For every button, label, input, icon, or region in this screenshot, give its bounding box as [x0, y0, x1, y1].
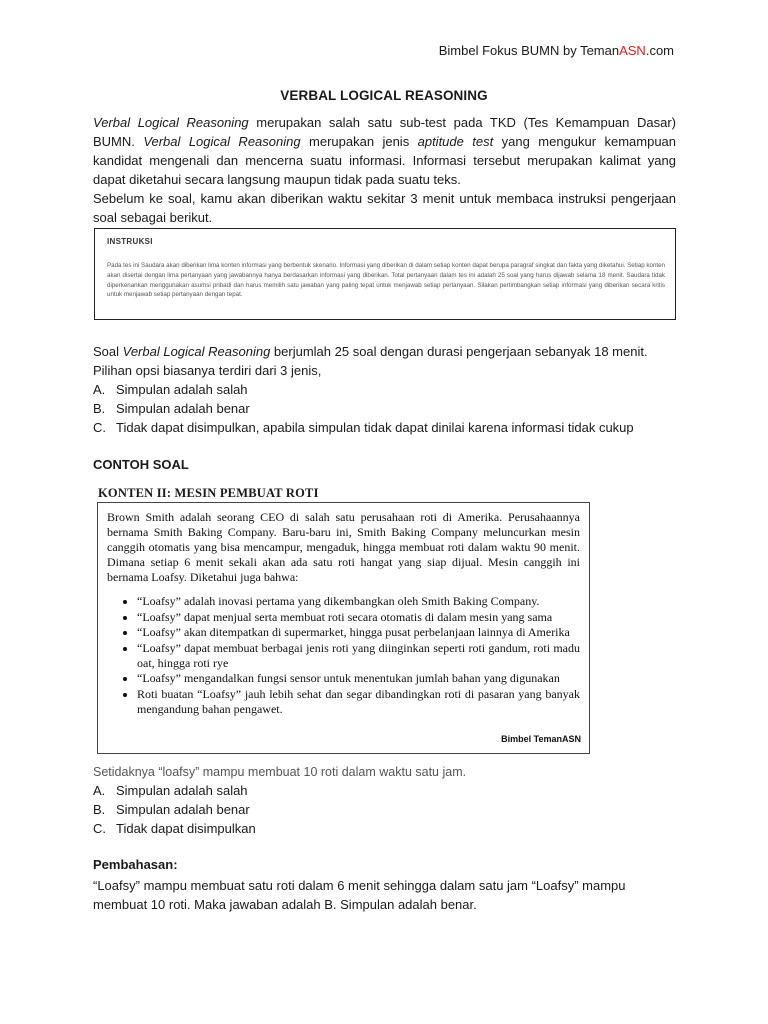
list-item: [93, 781, 256, 800]
intro-text-3: yang mengukur kemampuan kandidat mengenali dan mencerna suatu informasi. Informasi tersebut merupakan kalimat yang dapat diketahui secara langsung maupun tidak pada suatu teks.: [93, 134, 677, 187]
question-text: Setidaknya “loafsy” mampu membuat 10 roti dalam waktu satu jam.: [93, 765, 467, 779]
konten-bullet-list: [107, 594, 580, 717]
list-item: • “Loafsy” dapat menjual serta membuat roti secara otomatis di dalam mesin yang sama: [137, 610, 580, 625]
option-label: C.: [93, 821, 106, 836]
intro-text-2: merupakan jenis: [300, 134, 418, 149]
option-text: Simpulan adalah benar: [116, 802, 250, 817]
option-list-question: [93, 781, 256, 838]
contoh-soal-heading: CONTOH SOAL: [93, 457, 189, 472]
option-text: Tidak dapat disimpulkan: [116, 821, 256, 836]
option-list-general: [93, 380, 634, 437]
instruction-text: Pada tes ini Saudara akan diberikan lima konten informasi yang berbentuk skenario. Informasi yang diberikan di dalam setiap konten dapat berupa paragraf singkat dan fakta yang diketahui. Setiap konten akan disertai dengan lima pertanyaan yang jawabannya hanya berdasarkan informasi yang diberikan. Total pertanyaan dalam tes ini adalah 25 soal yang harus dijawab selama 18 menit. Saudara tidak diperkenankan menggunakan asumsi pribadi dan harus memilih satu jawaban yang paling tepat untuk menjawab setiap pertanyaan. Silakan pertimbangkan setiap informasi yang diberikan secara kritis untuk menjawab setiap pertanyaan dengan tepat.: [107, 262, 665, 299]
list-item: [93, 399, 634, 418]
soal-info-text-3: Pilihan opsi biasanya terdiri dari 3 jenis,: [93, 363, 322, 378]
option-text: Tidak dapat disimpulkan, apabila simpulan tidak dapat dinilai karena informasi tidak cukup: [116, 420, 634, 435]
option-text: Simpulan adalah benar: [116, 401, 250, 416]
konten-title: KONTEN II: MESIN PEMBUAT ROTI: [98, 486, 319, 500]
pembahasan-heading: Pembahasan:: [93, 857, 178, 872]
list-item: • Roti buatan “Loafsy” jauh lebih sehat dan segar dibandingkan roti di pasaran yang banyak mengandung bahan pengawet.: [137, 687, 580, 717]
instruction-box: [94, 228, 676, 320]
option-text: Simpulan adalah salah: [116, 382, 248, 397]
option-label: A.: [93, 382, 106, 397]
option-label: A.: [93, 783, 106, 798]
list-item: [93, 418, 634, 437]
instruction-title: INSTRUKSI: [107, 237, 153, 246]
list-item: • “Loafsy” dapat membuat berbagai jenis roti yang diinginkan seperti roti gandum, roti madu oat, hingga roti rye: [137, 641, 580, 671]
watermark: Bimbel TemanASN: [501, 734, 581, 744]
pembahasan-text: “Loafsy” mampu membuat satu roti dalam 6 menit sehingga dalam satu jam “Loafsy” mampu membuat 10 roti. Maka jawaban adalah B. Simpulan adalah benar.: [93, 878, 626, 912]
page-header: [439, 43, 674, 58]
list-item: [93, 380, 634, 399]
header-prefix: Bimbel Fokus BUMN by Teman: [438, 43, 620, 58]
list-item: • “Loafsy” adalah inovasi pertama yang dikembangkan oleh Smith Baking Company.: [137, 594, 580, 609]
soal-info: [93, 342, 676, 380]
header-asn: ASN: [619, 43, 646, 58]
intro-italic-3: aptitude test: [417, 134, 494, 149]
konten-box: [97, 502, 590, 754]
page-title: VERBAL LOGICAL REASONING: [280, 88, 488, 103]
soal-info-italic: Verbal Logical Reasoning: [122, 344, 271, 359]
option-label: B.: [93, 401, 106, 416]
soal-info-text-2: berjumlah 25 soal dengan durasi pengerjaan sebanyak 18 menit.: [270, 344, 648, 359]
option-label: C.: [93, 420, 106, 435]
intro-paragraph-1: [93, 113, 676, 189]
option-text: Simpulan adalah salah: [116, 783, 248, 798]
list-item: [93, 819, 256, 838]
list-item: • “Loafsy” mengandalkan fungsi sensor untuk menentukan jumlah bahan yang digunakan: [137, 671, 580, 686]
list-item: • “Loafsy” akan ditempatkan di supermarket, hingga pusat perbelanjaan lainnya di Amerika: [137, 625, 580, 640]
intro-italic-1: Verbal Logical Reasoning: [93, 115, 249, 130]
intro-paragraph-2: Sebelum ke soal, kamu akan diberikan waktu sekitar 3 menit untuk membaca instruksi pengerjaan soal sebagai berikut.: [93, 191, 676, 225]
list-item: [93, 800, 256, 819]
header-suffix: .com: [645, 43, 674, 58]
konten-intro: Brown Smith adalah seorang CEO di salah satu perusahaan roti di Amerika. Perusahaannya bernama Smith Baking Company. Baru-baru ini, Smith Baking Company meluncurkan mesin canggih otomatis yang bisa mencampur, mengaduk, hingga membuat roti dalam waktu 90 menit. Dimana setiap 6 menit sekali akan ada satu roti hangat yang siap dijual. Mesin canggih ini bernama Loafsy. Diketahui juga bahwa:: [107, 510, 580, 584]
option-label: B.: [93, 802, 106, 817]
intro-text-1: merupakan salah satu sub-test pada TKD (Tes Kemampuan Dasar) BUMN.: [93, 115, 677, 149]
soal-info-text-1: Soal: [93, 344, 123, 359]
intro-italic-2: Verbal Logical Reasoning: [143, 134, 301, 149]
